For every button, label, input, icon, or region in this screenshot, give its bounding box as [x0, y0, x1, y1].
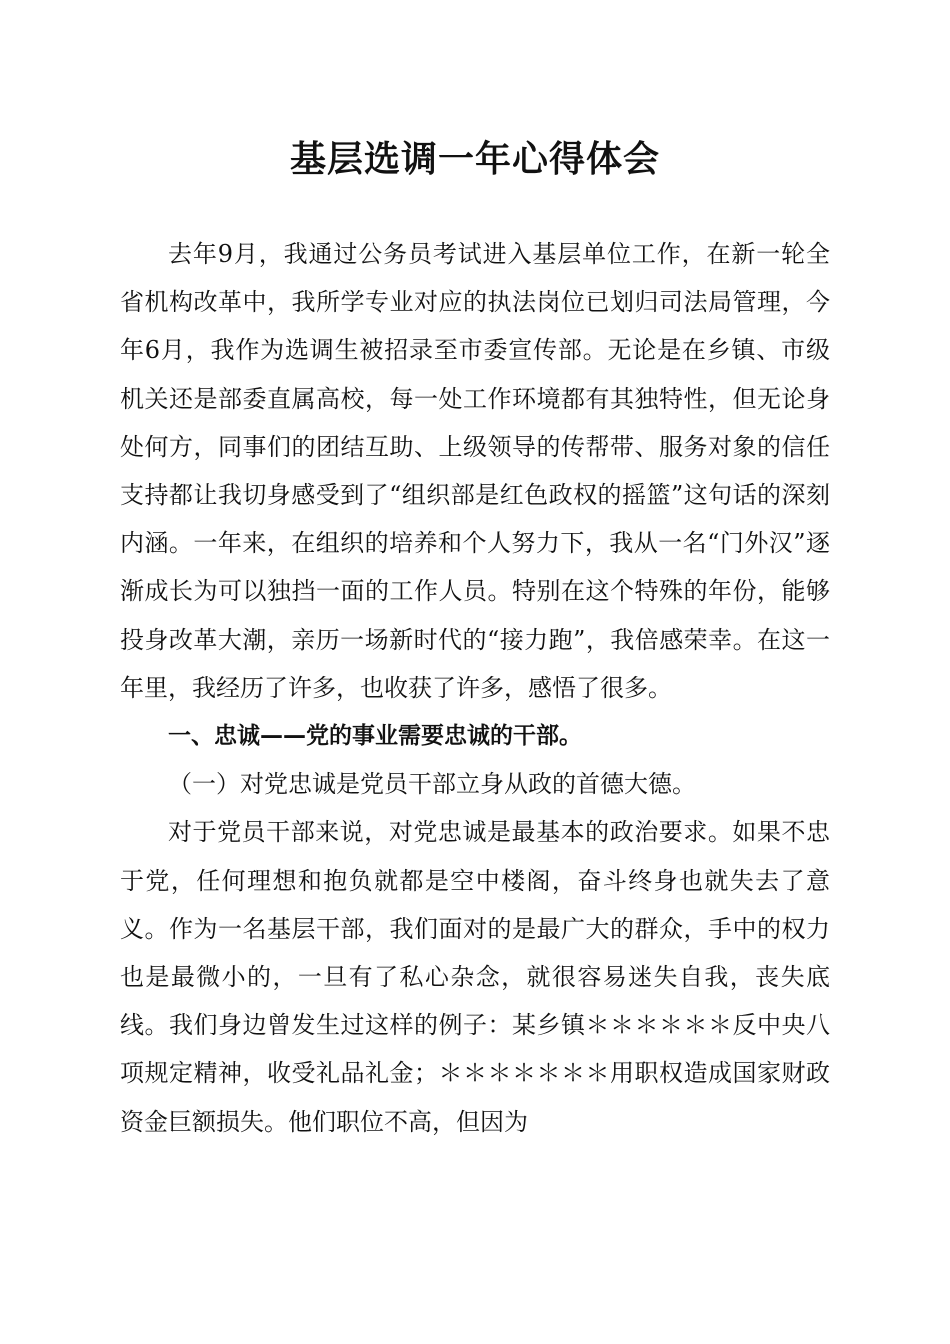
paragraph-intro: 去年9月，我通过公务员考试进入基层单位工作，在新一轮全省机构改革中，我所学专业对应的执法岗位已划归司法局管理，今年6月，我作为选调生被招录至市委宣传部。无论是在乡镇、市级机关还是部委直属高校，每一处工作环境都有其独特性，但无论身处何方，同事们的团结互助、上级领导的传帮带、服务对象的信任支持都让我切身感受到了“组织部是红色政权的摇篮”这句话的深刻内涵。一年来，在组织的培养和个人努力下，我从一名“门外汉”逐渐成长为可以独挡一面的工作人员。特别在这个特殊的年份，能够投身改革大潮，亲历一场新时代的“接力跑”，我倍感荣幸。在这一年里，我经历了许多，也收获了许多，感悟了很多。 — [120, 240, 830, 702]
section-heading-loyalty: 一、忠诚——党的事业需要忠诚的干部。 — [168, 723, 582, 750]
paragraph-loyalty: 对于党员干部来说，对党忠诚是最基本的政治要求。如果不忠于党，任何理想和抱负就都是空中楼阁，奋斗终身也就失去了意义。作为一名基层干部，我们面对的是最广大的群众，手中的权力也是最微小的，一旦有了私心杂念，就很容易迷失自我，丧失底线。我们身边曾发生过这样的例子：某乡镇＊＊＊＊＊＊反中央八项规定精神，收受礼品礼金；＊＊＊＊＊＊＊用职权造成国家财政资金巨额损失。他们职位不高，但因为 — [120, 818, 830, 1136]
subsection-heading-loyalty-virtue: （一）对党忠诚是党员干部立身从政的首德大德。 — [168, 770, 696, 799]
document-title: 基层选调一年心得体会 — [289, 138, 660, 180]
document-body — [120, 230, 830, 1146]
